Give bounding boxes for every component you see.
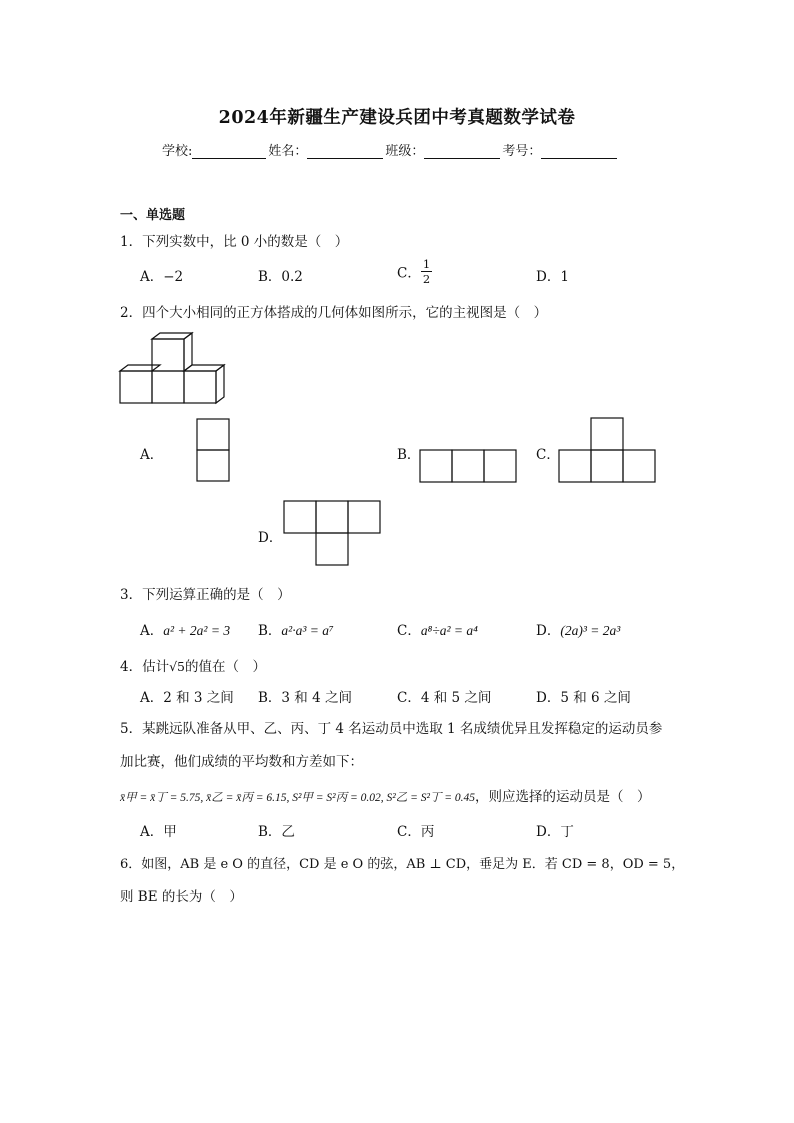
q3-option-c-expr: a⁸÷a² = a⁴ — [420, 623, 478, 638]
q2-option-b-figure — [419, 449, 519, 483]
q2-option-a-figure — [196, 418, 230, 482]
q3-option-b-label: B． — [258, 623, 282, 639]
class-blank[interactable] — [424, 144, 500, 159]
q4-stem-post: 的值在（ ） — [185, 659, 267, 675]
q1-fraction — [421, 257, 432, 286]
q6-stem-line1: 6．如图，AB 是 e O 的直径，CD 是 e O 的弦，AB ⊥ CD，垂足为 E．若 CD = 8，OD = 5， — [120, 857, 685, 872]
q4-option-d[interactable]: D．5 和 6 之间 — [536, 690, 631, 706]
page-title: 2024年新疆生产建设兵团中考真题数学试卷 — [218, 108, 576, 128]
q1-fraction-den: 2 — [422, 272, 431, 286]
q4-stem-pre: 4．估计 — [120, 659, 170, 675]
exam-no-blank[interactable] — [541, 144, 617, 159]
q5-option-c[interactable]: C．丙 — [397, 824, 435, 840]
q5-stem-line1: 5．某跳远队准备从甲、乙、丙、丁 4 名运动员中选取 1 名成绩优异且发挥稳定的运动员参 — [120, 721, 663, 737]
q2-option-c-figure — [558, 417, 658, 483]
student-info-line — [162, 140, 619, 159]
q3-option-c[interactable] — [397, 619, 478, 639]
q1-option-a[interactable]: A．−2 — [140, 269, 184, 285]
q5-option-a[interactable]: A．甲 — [140, 824, 177, 840]
q2-option-a[interactable]: A． — [140, 447, 164, 463]
q2-option-d-figure — [283, 500, 383, 566]
q3-option-b-expr: a²·a³ = a⁷ — [281, 623, 334, 638]
q3-stem: 3．下列运算正确的是（ ） — [120, 587, 291, 603]
q2-option-d[interactable]: D． — [258, 530, 283, 546]
class-label: 班级： — [385, 144, 425, 159]
q3-option-d-expr: (2a)³ = 2a³ — [560, 623, 621, 638]
q1-fraction-num: 1 — [422, 257, 431, 271]
q1-stem: 1．下列实数中，比 0 小的数是（ ） — [120, 234, 349, 250]
q3-option-c-label: C． — [397, 623, 421, 639]
q2-option-b[interactable]: B． — [397, 447, 421, 463]
q5-option-b[interactable]: B．乙 — [258, 824, 295, 840]
name-blank[interactable] — [307, 144, 383, 159]
q6-stem-line2: 则 BE 的长为（ ） — [120, 889, 243, 905]
q5-formula: x̄甲 = x̄丁 = 5.75, x̄乙 = x̄丙 = 6.15, S²甲 = S²丙 = 0.02, S²乙 = S²丁 = 0.45 — [120, 792, 476, 804]
q2-solid-figure — [119, 333, 239, 403]
q3-option-a-expr: a² + 2a² = 3 — [163, 623, 231, 638]
q4-option-a[interactable]: A．2 和 3 之间 — [140, 690, 234, 706]
name-label: 姓名： — [268, 144, 308, 159]
q4-stem — [120, 655, 266, 675]
q3-option-d[interactable] — [536, 619, 620, 639]
q2-stem: 2．四个大小相同的正方体搭成的几何体如图所示，它的主视图是（ ） — [120, 305, 548, 321]
q5-option-d[interactable]: D．丁 — [536, 824, 574, 840]
q1-option-c[interactable] — [397, 257, 432, 286]
q5-stem-line3: ，则应选择的运动员是（ ） — [475, 789, 651, 805]
section-heading: 一、单选题 — [120, 208, 186, 223]
q4-radical: √5 — [169, 659, 186, 674]
q4-option-c[interactable]: C．4 和 5 之间 — [397, 690, 492, 706]
exam-no-label: 考号： — [502, 144, 542, 159]
school-blank[interactable] — [192, 144, 266, 159]
q1-option-d[interactable]: D．1 — [536, 269, 569, 285]
q5-stem-line2: 加比赛，他们成绩的平均数和方差如下： — [120, 754, 363, 770]
q3-option-a[interactable] — [140, 619, 230, 639]
q4-option-b[interactable]: B．3 和 4 之间 — [258, 690, 352, 706]
q1-option-c-label: C． — [397, 265, 421, 282]
q3-option-a-label: A． — [140, 623, 164, 639]
q5-formula-line — [120, 785, 651, 805]
q3-option-b[interactable] — [258, 619, 334, 639]
q3-option-d-label: D． — [536, 623, 561, 639]
school-label: 学校: — [162, 144, 193, 159]
q2-option-c[interactable]: C． — [536, 447, 560, 463]
q1-option-b[interactable]: B．0.2 — [258, 269, 303, 285]
